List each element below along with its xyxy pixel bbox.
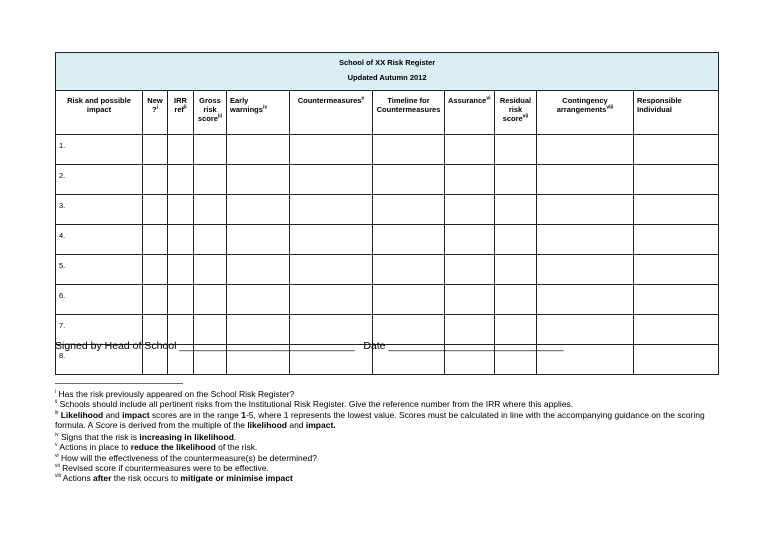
- table-cell[interactable]: [227, 285, 290, 315]
- table-cell[interactable]: [194, 165, 227, 195]
- footnote-text: after: [93, 473, 112, 484]
- column-header-label: Gross risk score: [197, 96, 221, 123]
- table-cell[interactable]: [537, 195, 634, 225]
- column-header-label: Timeline for Countermeasures: [376, 96, 441, 114]
- column-header-label: Residual risk score: [499, 96, 532, 123]
- row-number-cell[interactable]: 6.: [56, 285, 143, 315]
- table-cell[interactable]: [537, 135, 634, 165]
- footnote-marker: i: [156, 104, 158, 111]
- table-cell[interactable]: [537, 225, 634, 255]
- footnote: [55, 389, 725, 399]
- footnote-text: mitigate or minimise impact: [180, 473, 293, 484]
- table-row: [56, 195, 719, 225]
- table-cell[interactable]: [227, 195, 290, 225]
- table-cell[interactable]: [537, 285, 634, 315]
- row-number-cell[interactable]: 8.: [56, 345, 143, 375]
- table-cell[interactable]: [194, 285, 227, 315]
- table-cell[interactable]: [143, 225, 168, 255]
- table-cell[interactable]: [227, 255, 290, 285]
- column-header: [227, 91, 290, 135]
- footnote-text: Score: [95, 419, 118, 430]
- table-cell[interactable]: [634, 345, 719, 375]
- column-header-label: IRR ref: [174, 96, 187, 114]
- table-cell[interactable]: [290, 165, 373, 195]
- column-header: [537, 91, 634, 135]
- row-number-cell[interactable]: 3.: [56, 195, 143, 225]
- column-header: [445, 91, 495, 135]
- footnote-text: impact.: [305, 419, 336, 430]
- footnote-marker: ii: [55, 399, 58, 406]
- table-cell[interactable]: [537, 165, 634, 195]
- table-cell[interactable]: [373, 255, 445, 285]
- table-cell[interactable]: [143, 135, 168, 165]
- footnote-text: .: [233, 432, 237, 443]
- column-header: [495, 91, 537, 135]
- footnote-marker: viii: [55, 473, 61, 480]
- signature-field[interactable]: ______________________________: [179, 340, 355, 352]
- table-cell[interactable]: [537, 255, 634, 285]
- column-header: [168, 91, 194, 135]
- footnote-marker: iii: [55, 409, 59, 416]
- table-cell[interactable]: [634, 165, 719, 195]
- footnote-marker: viii: [606, 104, 614, 111]
- table-cell[interactable]: [194, 195, 227, 225]
- table-cell[interactable]: [194, 225, 227, 255]
- table-cell[interactable]: [634, 225, 719, 255]
- column-header-label: Contingency arrangements: [556, 96, 608, 114]
- table-cell[interactable]: [495, 165, 537, 195]
- row-number-cell[interactable]: 7.: [56, 315, 143, 345]
- footnote-marker: vi: [55, 452, 59, 459]
- column-header: [143, 91, 168, 135]
- table-cell[interactable]: [227, 165, 290, 195]
- table-cell[interactable]: [194, 135, 227, 165]
- footnote-text: Signs that the risk is: [61, 432, 140, 443]
- table-cell[interactable]: [445, 135, 495, 165]
- table-cell[interactable]: [373, 195, 445, 225]
- table-cell[interactable]: [445, 195, 495, 225]
- row-number-cell[interactable]: 2.: [56, 165, 143, 195]
- footnote: [55, 410, 725, 431]
- table-cell[interactable]: [634, 135, 719, 165]
- footnote-marker: v: [361, 95, 365, 102]
- table-cell[interactable]: [445, 165, 495, 195]
- table-cell[interactable]: [445, 225, 495, 255]
- table-cell[interactable]: [373, 165, 445, 195]
- table-cell[interactable]: [168, 195, 194, 225]
- table-cell[interactable]: [143, 195, 168, 225]
- footnote-text: increasing in likelihood: [139, 432, 234, 443]
- date-field[interactable]: ______________________________: [388, 340, 564, 352]
- column-header-label: Assurance: [448, 96, 487, 105]
- footnote-text: How will the effectiveness of the countermeasure(s) be determined?: [61, 452, 317, 463]
- table-cell[interactable]: [143, 165, 168, 195]
- column-header-label: Risk and possible impact: [67, 96, 131, 114]
- footnote-text: -5, where 1 represents the lowest value. Scores must be calculated in line with the accompanying guidance on the scoring formula. A: [55, 409, 705, 430]
- table-cell[interactable]: [373, 225, 445, 255]
- column-header-row: [56, 91, 719, 135]
- table-cell[interactable]: [168, 225, 194, 255]
- table-cell[interactable]: [373, 135, 445, 165]
- table-cell[interactable]: [290, 225, 373, 255]
- footnote-marker: vii: [522, 113, 529, 120]
- table-cell[interactable]: [634, 195, 719, 225]
- footnote-text: likelihood: [247, 419, 287, 430]
- row-number-cell[interactable]: 5.: [56, 255, 143, 285]
- footnote-marker: i: [55, 389, 57, 396]
- table-cell[interactable]: [495, 135, 537, 165]
- column-header-label: Responsible Individual: [637, 96, 682, 114]
- footnote: [55, 432, 725, 442]
- footnote-text: and: [286, 419, 306, 430]
- signature-label: Signed by Head of School: [55, 340, 177, 352]
- footnote-text: 1: [241, 409, 246, 420]
- table-row: [56, 225, 719, 255]
- table-row: [56, 255, 719, 285]
- footnote-text: Has the risk previously appeared on the School Risk Register?: [58, 389, 295, 399]
- table-cell[interactable]: [495, 285, 537, 315]
- column-header: [194, 91, 227, 135]
- table-cell[interactable]: [143, 255, 168, 285]
- risk-register-table: [55, 52, 719, 375]
- footnote-marker: ii: [183, 104, 187, 111]
- table-cell[interactable]: [634, 285, 719, 315]
- register-subtitle: Updated Autumn 2012: [347, 73, 427, 82]
- footnote-text: of the risk.: [215, 442, 258, 453]
- table-cell[interactable]: [194, 255, 227, 285]
- footnote: [55, 399, 725, 409]
- table-cell[interactable]: [634, 255, 719, 285]
- footnote-marker: iv: [55, 432, 59, 439]
- table-cell[interactable]: [290, 195, 373, 225]
- table-cell[interactable]: [373, 285, 445, 315]
- footnote-text: Actions: [62, 473, 93, 484]
- table-cell[interactable]: [227, 135, 290, 165]
- column-header-label: New ?: [147, 96, 163, 114]
- footnote-text: Schools should include all pertinent risks from the Institutional Risk Register. Give the reference number from the IRR where this applies.: [59, 399, 574, 410]
- footnote-text: is derived from the multiple of the: [117, 419, 248, 430]
- footnote-marker: vi: [486, 95, 491, 102]
- column-header-label: Early warnings: [230, 96, 263, 114]
- footnote: [55, 453, 725, 463]
- footnote-text: the risk occurs to: [111, 473, 181, 484]
- footnote: [55, 442, 725, 452]
- footnote-text: reduce the likelihood: [130, 442, 216, 453]
- table-cell[interactable]: [168, 165, 194, 195]
- table-title-band: [56, 53, 719, 91]
- table-cell[interactable]: [495, 195, 537, 225]
- register-title: School of XX Risk Register: [338, 58, 436, 67]
- footnote-marker: v: [55, 442, 58, 449]
- table-row: [56, 135, 719, 165]
- table-row: [56, 165, 719, 195]
- table-cell[interactable]: [290, 255, 373, 285]
- date-label: Date: [363, 340, 386, 352]
- row-number-cell[interactable]: 4.: [56, 225, 143, 255]
- table-cell[interactable]: [495, 255, 537, 285]
- footnote-marker: iii: [217, 113, 223, 120]
- footnote-text: Likelihood: [60, 409, 104, 420]
- footnote-text: and: [103, 409, 123, 420]
- table-cell[interactable]: [168, 255, 194, 285]
- footnote-text: impact: [122, 409, 150, 420]
- table-row: [56, 285, 719, 315]
- table-cell[interactable]: [445, 255, 495, 285]
- signature-line: [55, 340, 564, 352]
- footnote-text: Revised score if countermeasures were to be effective.: [62, 463, 269, 474]
- footnote-text: Actions in place to: [59, 442, 131, 453]
- column-header: [634, 91, 719, 135]
- row-number-cell[interactable]: 1.: [56, 135, 143, 165]
- table-cell[interactable]: [634, 315, 719, 345]
- table-cell[interactable]: [227, 225, 290, 255]
- footnotes: [55, 389, 725, 484]
- table-cell[interactable]: [445, 285, 495, 315]
- footnote: [55, 463, 725, 473]
- table-cell[interactable]: [168, 285, 194, 315]
- table-cell[interactable]: [290, 285, 373, 315]
- column-header: [290, 91, 373, 135]
- footnote-text: scores are in the range: [149, 409, 242, 420]
- footnote-separator: [55, 383, 183, 384]
- table-cell[interactable]: [168, 135, 194, 165]
- footnote-marker: iv: [262, 104, 268, 111]
- table-cell[interactable]: [143, 285, 168, 315]
- footnote: [55, 473, 725, 483]
- column-header: [373, 91, 445, 135]
- footnote-marker: vii: [55, 463, 60, 470]
- table-cell[interactable]: [495, 225, 537, 255]
- table-cell[interactable]: [290, 135, 373, 165]
- column-header: [56, 91, 143, 135]
- column-header-label: Countermeasures: [297, 96, 362, 105]
